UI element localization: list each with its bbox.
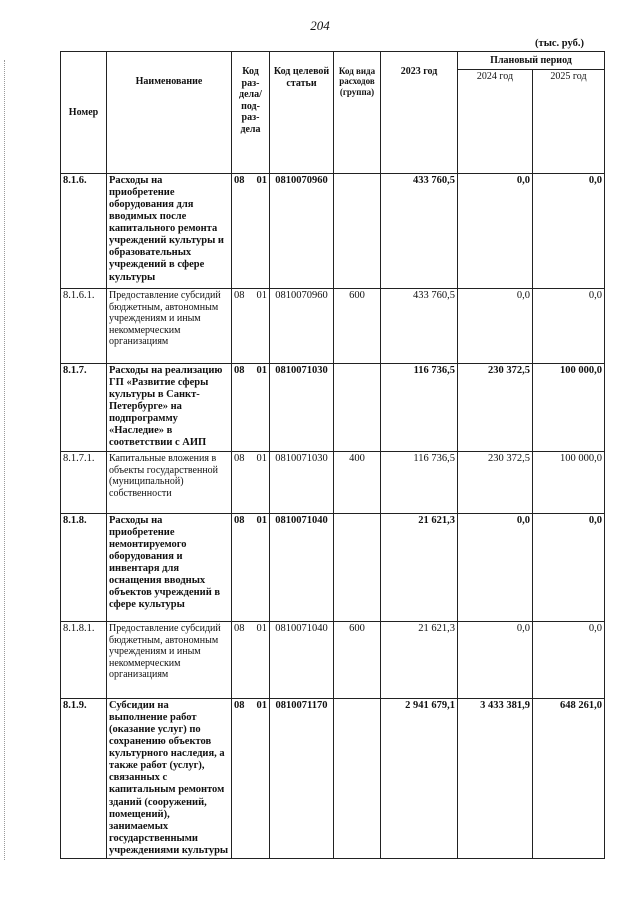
row-expense-group xyxy=(334,514,381,622)
table-row xyxy=(61,622,605,699)
row-expense-group xyxy=(334,699,381,859)
row-amount-2024: 0,0 xyxy=(458,289,533,364)
table-row xyxy=(61,289,605,364)
row-amount-2024: 3 433 381,9 xyxy=(458,699,533,859)
row-section-code xyxy=(232,289,270,364)
row-section-code xyxy=(232,622,270,699)
row-amount-2025: 648 261,0 xyxy=(533,699,605,859)
row-amount-2025: 0,0 xyxy=(533,514,605,622)
row-section: 08 xyxy=(234,175,245,186)
row-amount-2023: 21 621,3 xyxy=(381,622,458,699)
row-amount-2024: 230 372,5 xyxy=(458,452,533,514)
row-target-code: 0810071040 xyxy=(270,622,334,699)
margin-line xyxy=(4,60,5,860)
row-amount-2023: 21 621,3 xyxy=(381,514,458,622)
row-section-code xyxy=(232,364,270,452)
row-subsection: 01 xyxy=(256,290,267,301)
row-section-code xyxy=(232,174,270,289)
table-row xyxy=(61,452,605,514)
row-number: 8.1.8. xyxy=(61,514,107,622)
header-name: Наименование xyxy=(107,52,232,174)
row-section-code xyxy=(232,699,270,859)
row-name: Расходы на приобретение немонтируемого оборудования и инвентаря для оснащения вводных объектов учреждений в сфере культуры xyxy=(107,514,232,622)
row-expense-group: 600 xyxy=(334,622,381,699)
row-target-code: 0810071040 xyxy=(270,514,334,622)
page-number: 204 xyxy=(310,18,330,33)
header-section: Код раз-дела/ под-раз-дела xyxy=(232,52,270,174)
table-row xyxy=(61,699,605,859)
row-amount-2025: 0,0 xyxy=(533,622,605,699)
row-section-code xyxy=(232,514,270,622)
table-row xyxy=(61,174,605,289)
header-planned-period: Плановый период xyxy=(458,52,605,70)
row-name: Предоставление субсидий бюджетным, автономным учреждениям и иным некоммерческим организациям xyxy=(107,289,232,364)
row-number: 8.1.6.1. xyxy=(61,289,107,364)
header-target: Код целевой статьи xyxy=(270,52,334,174)
row-number: 8.1.9. xyxy=(61,699,107,859)
row-expense-group xyxy=(334,174,381,289)
row-subsection: 01 xyxy=(256,365,267,376)
row-section: 08 xyxy=(234,290,245,301)
row-expense-group: 400 xyxy=(334,452,381,514)
row-amount-2025: 100 000,0 xyxy=(533,452,605,514)
row-amount-2025: 0,0 xyxy=(533,174,605,289)
header-2023: 2023 год xyxy=(381,52,458,174)
budget-table xyxy=(60,51,605,859)
row-amount-2024: 0,0 xyxy=(458,174,533,289)
row-amount-2024: 0,0 xyxy=(458,514,533,622)
table-body xyxy=(61,174,605,859)
header-2025: 2025 год xyxy=(533,70,605,174)
row-section: 08 xyxy=(234,623,245,634)
row-amount-2023: 433 760,5 xyxy=(381,174,458,289)
units-note: (тыс. руб.) xyxy=(535,38,584,49)
row-amount-2023: 116 736,5 xyxy=(381,452,458,514)
row-name: Капитальные вложения в объекты государственной (муниципальной) собственности xyxy=(107,452,232,514)
header-expense-type: Код вида расходов (группа) xyxy=(334,52,381,174)
row-target-code: 0810070960 xyxy=(270,289,334,364)
row-target-code: 0810071030 xyxy=(270,452,334,514)
row-target-code: 0810070960 xyxy=(270,174,334,289)
header-2024: 2024 год xyxy=(458,70,533,174)
row-amount-2025: 100 000,0 xyxy=(533,364,605,452)
row-number: 8.1.8.1. xyxy=(61,622,107,699)
row-expense-group: 600 xyxy=(334,289,381,364)
row-name: Расходы на реализацию ГП «Развитие сферы культуры в Санкт-Петербурге» на подпрограмму «Наследие» в соответствии с АИП xyxy=(107,364,232,452)
row-amount-2024: 0,0 xyxy=(458,622,533,699)
table-row xyxy=(61,364,605,452)
row-amount-2024: 230 372,5 xyxy=(458,364,533,452)
row-subsection: 01 xyxy=(256,515,267,526)
row-name: Расходы на приобретение оборудования для вводимых после капитального ремонта учреждений культуры и образовательных учреждений в сфере культуры xyxy=(107,174,232,289)
row-number: 8.1.7.1. xyxy=(61,452,107,514)
row-number: 8.1.6. xyxy=(61,174,107,289)
row-amount-2025: 0,0 xyxy=(533,289,605,364)
row-subsection: 01 xyxy=(256,700,267,711)
row-subsection: 01 xyxy=(256,453,267,464)
row-expense-group xyxy=(334,364,381,452)
row-amount-2023: 116 736,5 xyxy=(381,364,458,452)
row-subsection: 01 xyxy=(256,623,267,634)
row-name: Субсидии на выполнение работ (оказание услуг) по сохранению объектов культурного наследия, а также работ (услуг), связанных с капитальным ремонтом зданий (сооружений, помещений), занимаемых государственными учреждениями культуры xyxy=(107,699,232,859)
row-number: 8.1.7. xyxy=(61,364,107,452)
row-target-code: 0810071030 xyxy=(270,364,334,452)
table-row xyxy=(61,514,605,622)
row-section-code xyxy=(232,452,270,514)
row-subsection: 01 xyxy=(256,175,267,186)
row-amount-2023: 433 760,5 xyxy=(381,289,458,364)
row-amount-2023: 2 941 679,1 xyxy=(381,699,458,859)
row-target-code: 0810071170 xyxy=(270,699,334,859)
row-section: 08 xyxy=(234,365,245,376)
row-section: 08 xyxy=(234,700,245,711)
row-name: Предоставление субсидий бюджетным, автономным учреждениям и иным некоммерческим организациям xyxy=(107,622,232,699)
row-section: 08 xyxy=(234,453,245,464)
header-number: Номер xyxy=(61,52,107,174)
row-section: 08 xyxy=(234,515,245,526)
